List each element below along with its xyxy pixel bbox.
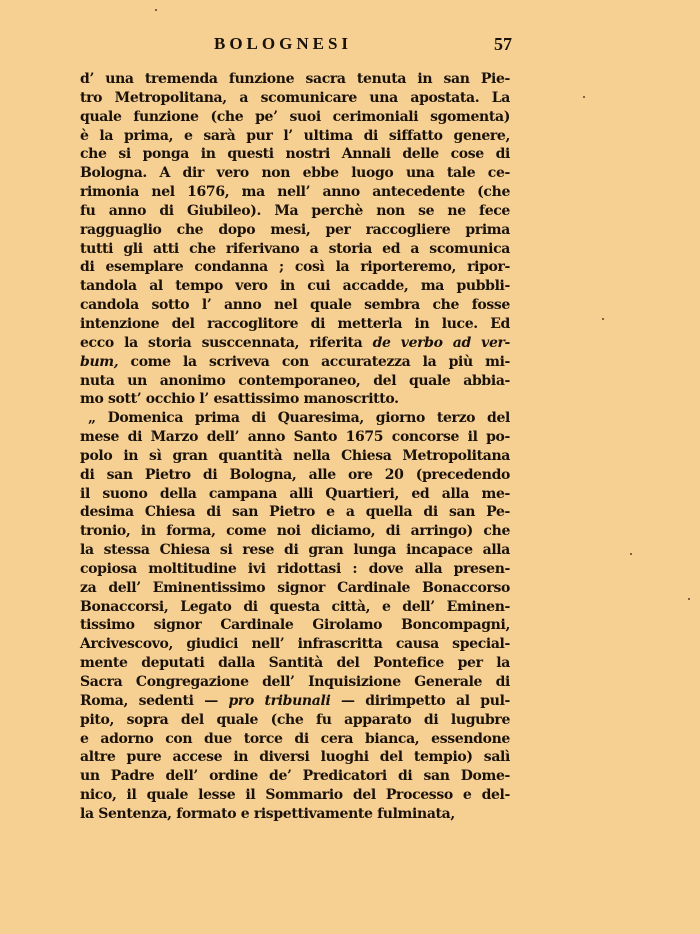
text-line: tronio, in forma, come noi diciamo, di arringo) che: [80, 523, 510, 540]
text-line: tissimo signor Cardinale Girolamo Boncompagni,: [80, 617, 510, 634]
text-line: Bonaccorsi, Legato di questa città, e dell’ Eminen-: [80, 598, 510, 615]
italic-phrase: pro tribunali: [228, 692, 331, 709]
text-line: za dell’ Eminentissimo signor Cardinale Bonaccorso: [80, 579, 510, 596]
text-line: tro Metropolitana, a scomunicare una apostata. La: [80, 89, 510, 106]
text-line: tandola al tempo vero in cui accadde, ma pubbli-: [80, 278, 510, 295]
text-line: che si ponga in questi nostri Annali delle cose di: [80, 146, 510, 163]
text-line: desima Chiesa di san Pietro e a quella di san Pe-: [80, 504, 510, 521]
text-line: un Padre dell’ ordine de’ Predicatori di san Dome-: [80, 768, 510, 785]
text-line: altre pure accese in diversi luoghi del tempio) salì: [80, 749, 510, 766]
text-line: „ Domenica prima di Quaresima, giorno terzo del: [88, 410, 510, 427]
text-line: d’ una tremenda funzione sacra tenuta in san Pie-: [80, 71, 510, 87]
paper-speck: [583, 96, 585, 98]
text-line: Sacra Congregazione dell’ Inquisizione Generale di: [80, 674, 510, 690]
text-line: intenzione del raccoglitore di metterla in luce. Ed: [80, 315, 510, 332]
text-line: di esemplare condanna ; così la riporteremo, ripor-: [80, 259, 510, 276]
paragraph: [80, 70, 510, 409]
text-line: rimonia nel 1676, ma nell’ anno antecedente (che: [80, 184, 510, 201]
text-line: tutti gli atti che riferivano a storia ed a scomunica: [80, 240, 510, 257]
text-line: nico, il quale lesse il Sommario del Processo e del-: [80, 787, 510, 804]
paper-speck: [155, 9, 157, 11]
paragraph: [80, 409, 510, 824]
italic-phrase: de verbo ad ver-: [372, 334, 511, 351]
text-line: pito, sopra del quale (che fu apparato di lugubre: [80, 711, 510, 728]
text-line: la Sentenza, formato e rispettivamente fulminata,: [80, 805, 455, 822]
text-line: copiosa moltitudine ivi ridottasi : dove alla presen-: [80, 560, 510, 577]
text-line: ecco la storia susccennata, riferita de verbo ad ver-: [80, 334, 511, 351]
paper-speck: [688, 598, 690, 600]
text-line: candola sotto l’ anno nel quale sembra che fosse: [80, 297, 510, 314]
paper-speck: [630, 553, 632, 555]
body-text: [80, 70, 510, 824]
text-line: quale funzione (che pe’ suoi cerimoniali sgomenta): [80, 108, 510, 125]
text-line: polo in sì gran quantità nella Chiesa Metropolitana: [80, 447, 510, 464]
running-title: BOLOGNESI: [214, 34, 353, 53]
text-line: il suono della campana alli Quartieri, ed alla me-: [80, 485, 510, 502]
page-number: 57: [494, 34, 512, 54]
text-line: Bologna. A dir vero non ebbe luogo una tale ce-: [80, 165, 510, 182]
text-line: fu anno di Giubileo). Ma perchè non se ne fece: [80, 202, 510, 219]
text-line: mente deputati dalla Santità del Pontefice per la: [80, 655, 510, 672]
running-head: [80, 34, 512, 60]
text-line: e adorno con due torce di cera bianca, essendone: [80, 730, 510, 747]
paper-speck: [602, 318, 604, 320]
text-line: mese di Marzo dell’ anno Santo 1675 concorse il po-: [80, 429, 510, 446]
text-line: di san Pietro di Bologna, alle ore 20 (precedendo: [80, 466, 510, 483]
text-line: ragguaglio che dopo mesi, per raccogliere prima: [80, 221, 510, 238]
text-line: bum, come la scriveva con accuratezza la più mi-: [80, 353, 510, 370]
text-line: Roma, sedenti — pro tribunali — dirimpetto al pul-: [80, 692, 511, 709]
text-line: è la prima, e sarà pur l’ ultima di siffatto genere,: [80, 127, 510, 144]
text-line: nuta un anonimo contemporaneo, del quale abbia-: [80, 372, 510, 389]
italic-phrase: bum,: [80, 353, 119, 370]
text-line: la stessa Chiesa si rese di gran lunga incapace alla: [80, 542, 510, 559]
text-line: Arcivescovo, giudici nell’ infrascritta causa special-: [80, 636, 510, 653]
text-line: mo sott’ occhio l’ esattissimo manoscritto.: [80, 391, 399, 408]
